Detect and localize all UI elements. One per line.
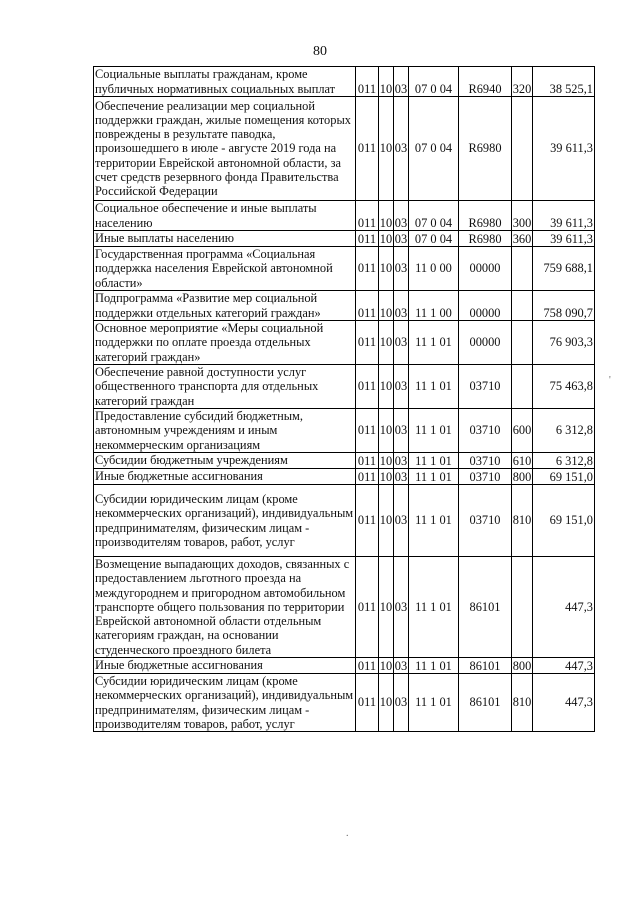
row-section: 10 xyxy=(379,485,394,557)
row-expense-type xyxy=(512,291,533,321)
row-amount: 39 611,3 xyxy=(533,201,595,231)
row-expense-type: 300 xyxy=(512,201,533,231)
table-row xyxy=(94,321,595,365)
row-subsection: 03 xyxy=(394,658,408,673)
row-target-program: 07 0 04 xyxy=(409,97,459,201)
row-target-program: 11 1 01 xyxy=(409,485,459,557)
row-target-code: 00000 xyxy=(459,247,512,291)
row-grbs: 011 xyxy=(356,674,379,732)
row-expense-type: 810 xyxy=(512,674,533,732)
row-grbs: 011 xyxy=(356,453,379,469)
row-subsection: 03 xyxy=(394,365,409,409)
row-amount: 759 688,1 xyxy=(533,247,595,291)
row-section: 10 xyxy=(379,365,394,409)
table-row xyxy=(94,291,595,321)
row-name: Обеспечение реализации мер социальной поддержки граждан, жилые помещения которых повреждены в результате паводка, произошедшего в июле - августе 2019 года на территории Еврейской автономной области, за счет средств резервного фонда Правительства Российской Федерации xyxy=(94,97,356,201)
row-subsection: 03 xyxy=(394,321,409,365)
row-name: Социальные выплаты гражданам, кроме публичных нормативных социальных выплат xyxy=(94,67,356,97)
row-section: 10 xyxy=(379,674,394,732)
table-row xyxy=(94,97,595,201)
row-grbs: 011 xyxy=(356,97,379,201)
row-grbs: 011 xyxy=(356,201,379,231)
row-section: 10 xyxy=(379,658,393,673)
row-target-code: 03710 xyxy=(459,409,512,453)
row-subsection: 03 xyxy=(394,67,409,97)
row-grbs: 011 xyxy=(356,658,379,674)
row-expense-type: 610 xyxy=(512,453,532,468)
row-grbs: 011 xyxy=(356,409,379,453)
row-section: 10 xyxy=(379,97,394,201)
table-row xyxy=(94,485,595,557)
row-target-program: 11 0 00 xyxy=(409,247,459,291)
row-grbs: 011 xyxy=(356,231,379,247)
row-amount: 39 611,3 xyxy=(533,97,595,201)
row-target-code: 86101 xyxy=(459,658,512,674)
row-section: 10 xyxy=(379,321,394,365)
row-amount: 447,3 xyxy=(533,557,595,658)
row-subsection: 03 xyxy=(394,201,409,231)
row-section: 10 xyxy=(379,247,394,291)
row-section: 10 xyxy=(379,557,394,658)
row-expense-type xyxy=(512,247,533,291)
page-number: 80 xyxy=(313,44,327,59)
row-name: Социальное обеспечение и иные выплаты населению xyxy=(94,201,356,231)
row-name: Подпрограмма «Развитие мер социальной поддержки отдельных категорий граждан» xyxy=(94,291,356,321)
row-grbs: 011 xyxy=(356,67,379,97)
row-grbs: 011 xyxy=(356,469,379,485)
row-target-program: 11 1 01 xyxy=(409,453,459,469)
row-subsection: 03 xyxy=(394,247,409,291)
row-amount: 758 090,7 xyxy=(533,291,595,321)
row-name: Иные бюджетные ассигнования xyxy=(94,658,356,674)
row-target-program: 07 0 04 xyxy=(409,201,459,231)
budget-table xyxy=(93,66,595,732)
row-name: Иные бюджетные ассигнования xyxy=(94,469,356,485)
row-grbs: 011 xyxy=(356,321,379,365)
row-target-program: 11 1 01 xyxy=(409,557,459,658)
row-subsection: 03 xyxy=(394,469,408,484)
row-subsection: 03 xyxy=(394,231,408,246)
row-subsection: 03 xyxy=(394,557,409,658)
row-expense-type: 800 xyxy=(512,469,532,484)
row-target-code: R6980 xyxy=(459,231,512,247)
row-subsection: 03 xyxy=(394,485,409,557)
row-amount: 69 151,0 xyxy=(533,485,595,557)
row-section: 10 xyxy=(379,201,394,231)
table-row xyxy=(94,247,595,291)
row-target-program: 11 1 01 xyxy=(409,658,459,674)
row-target-program: 11 1 01 xyxy=(409,321,459,365)
row-target-code: 00000 xyxy=(459,321,512,365)
row-amount: 75 463,8 xyxy=(533,365,595,409)
row-expense-type: 320 xyxy=(512,67,533,97)
table-row xyxy=(94,201,595,231)
row-name: Иные выплаты населению xyxy=(94,231,356,247)
row-name: Предоставление субсидий бюджетным, автономным учреждениям и иным некоммерческим организациям xyxy=(94,409,356,453)
row-target-code: R6980 xyxy=(459,201,512,231)
row-amount: 69 151,0 xyxy=(533,469,595,485)
row-amount: 39 611,3 xyxy=(533,231,595,247)
row-section: 10 xyxy=(379,231,393,246)
row-subsection: 03 xyxy=(394,409,409,453)
row-target-code: 03710 xyxy=(459,469,512,485)
row-target-code: 03710 xyxy=(459,453,512,469)
table-row xyxy=(94,231,595,247)
table-row xyxy=(94,365,595,409)
row-expense-type xyxy=(512,365,533,409)
row-name: Возмещение выпадающих доходов, связанных с предоставлением льготного проезда на междугороднем и пригородном автомобильном транспорте общего пользования по территории Еврейской автономной области отдельным категориям граждан, на основании студенческого проездного билета xyxy=(94,557,356,658)
row-expense-type xyxy=(512,321,533,365)
table-row xyxy=(94,453,595,469)
row-expense-type: 600 xyxy=(512,409,533,453)
table-row xyxy=(94,469,595,485)
row-grbs: 011 xyxy=(356,365,379,409)
row-amount: 447,3 xyxy=(533,674,595,732)
row-grbs: 011 xyxy=(356,291,379,321)
row-amount: 38 525,1 xyxy=(533,67,595,97)
scan-mark: . xyxy=(346,828,349,839)
row-expense-type: 360 xyxy=(512,231,532,246)
row-subsection: 03 xyxy=(394,453,408,468)
row-grbs: 011 xyxy=(356,557,379,658)
row-name: Субсидии юридическим лицам (кроме некоммерческих организаций), индивидуальным предпринимателям, физическим лицам - производителям товаров, работ, услуг xyxy=(94,674,356,732)
table-body xyxy=(94,67,595,732)
row-name: Субсидии юридическим лицам (кроме некоммерческих организаций), индивидуальным предпринимателям, физическим лицам - производителям товаров, работ, услуг xyxy=(94,485,356,557)
row-expense-type: 810 xyxy=(512,485,533,557)
row-subsection: 03 xyxy=(394,97,409,201)
row-name: Государственная программа «Социальная поддержка населения Еврейской автономной области» xyxy=(94,247,356,291)
scan-mark: ' xyxy=(609,375,611,386)
row-name: Субсидии бюджетным учреждениям xyxy=(94,453,356,469)
row-target-program: 11 1 01 xyxy=(409,365,459,409)
row-target-code: 86101 xyxy=(459,674,512,732)
row-target-program: 07 0 04 xyxy=(409,231,459,247)
row-target-program: 11 1 00 xyxy=(409,291,459,321)
row-amount: 76 903,3 xyxy=(533,321,595,365)
row-name: Основное мероприятие «Меры социальной поддержки по оплате проезда отдельных категорий граждан» xyxy=(94,321,356,365)
row-expense-type xyxy=(512,97,533,201)
row-expense-type: 800 xyxy=(512,658,532,673)
row-amount: 6 312,8 xyxy=(533,453,595,469)
table-row xyxy=(94,674,595,732)
row-subsection: 03 xyxy=(394,291,409,321)
row-section: 10 xyxy=(379,291,394,321)
row-target-code: 86101 xyxy=(459,557,512,658)
row-section: 10 xyxy=(379,67,394,97)
row-target-program: 11 1 01 xyxy=(409,469,459,485)
row-grbs: 011 xyxy=(356,247,379,291)
row-target-program: 11 1 01 xyxy=(409,409,459,453)
row-amount: 6 312,8 xyxy=(533,409,595,453)
table-row xyxy=(94,557,595,658)
row-subsection: 03 xyxy=(394,674,409,732)
row-target-program: 07 0 04 xyxy=(409,67,459,97)
row-section: 10 xyxy=(379,453,393,468)
row-grbs: 011 xyxy=(356,485,379,557)
table-row xyxy=(94,67,595,97)
row-target-code: R6940 xyxy=(459,67,512,97)
row-section: 10 xyxy=(379,409,394,453)
row-target-program: 11 1 01 xyxy=(409,674,459,732)
table-row xyxy=(94,658,595,674)
row-name: Обеспечение равной доступности услуг общественного транспорта для отдельных категорий граждан xyxy=(94,365,356,409)
row-target-code: 03710 xyxy=(459,365,512,409)
row-expense-type xyxy=(512,557,533,658)
row-section: 10 xyxy=(379,469,393,484)
row-amount: 447,3 xyxy=(533,658,595,674)
row-target-code: R6980 xyxy=(459,97,512,201)
row-target-code: 03710 xyxy=(459,485,512,557)
table-row xyxy=(94,409,595,453)
row-target-code: 00000 xyxy=(459,291,512,321)
